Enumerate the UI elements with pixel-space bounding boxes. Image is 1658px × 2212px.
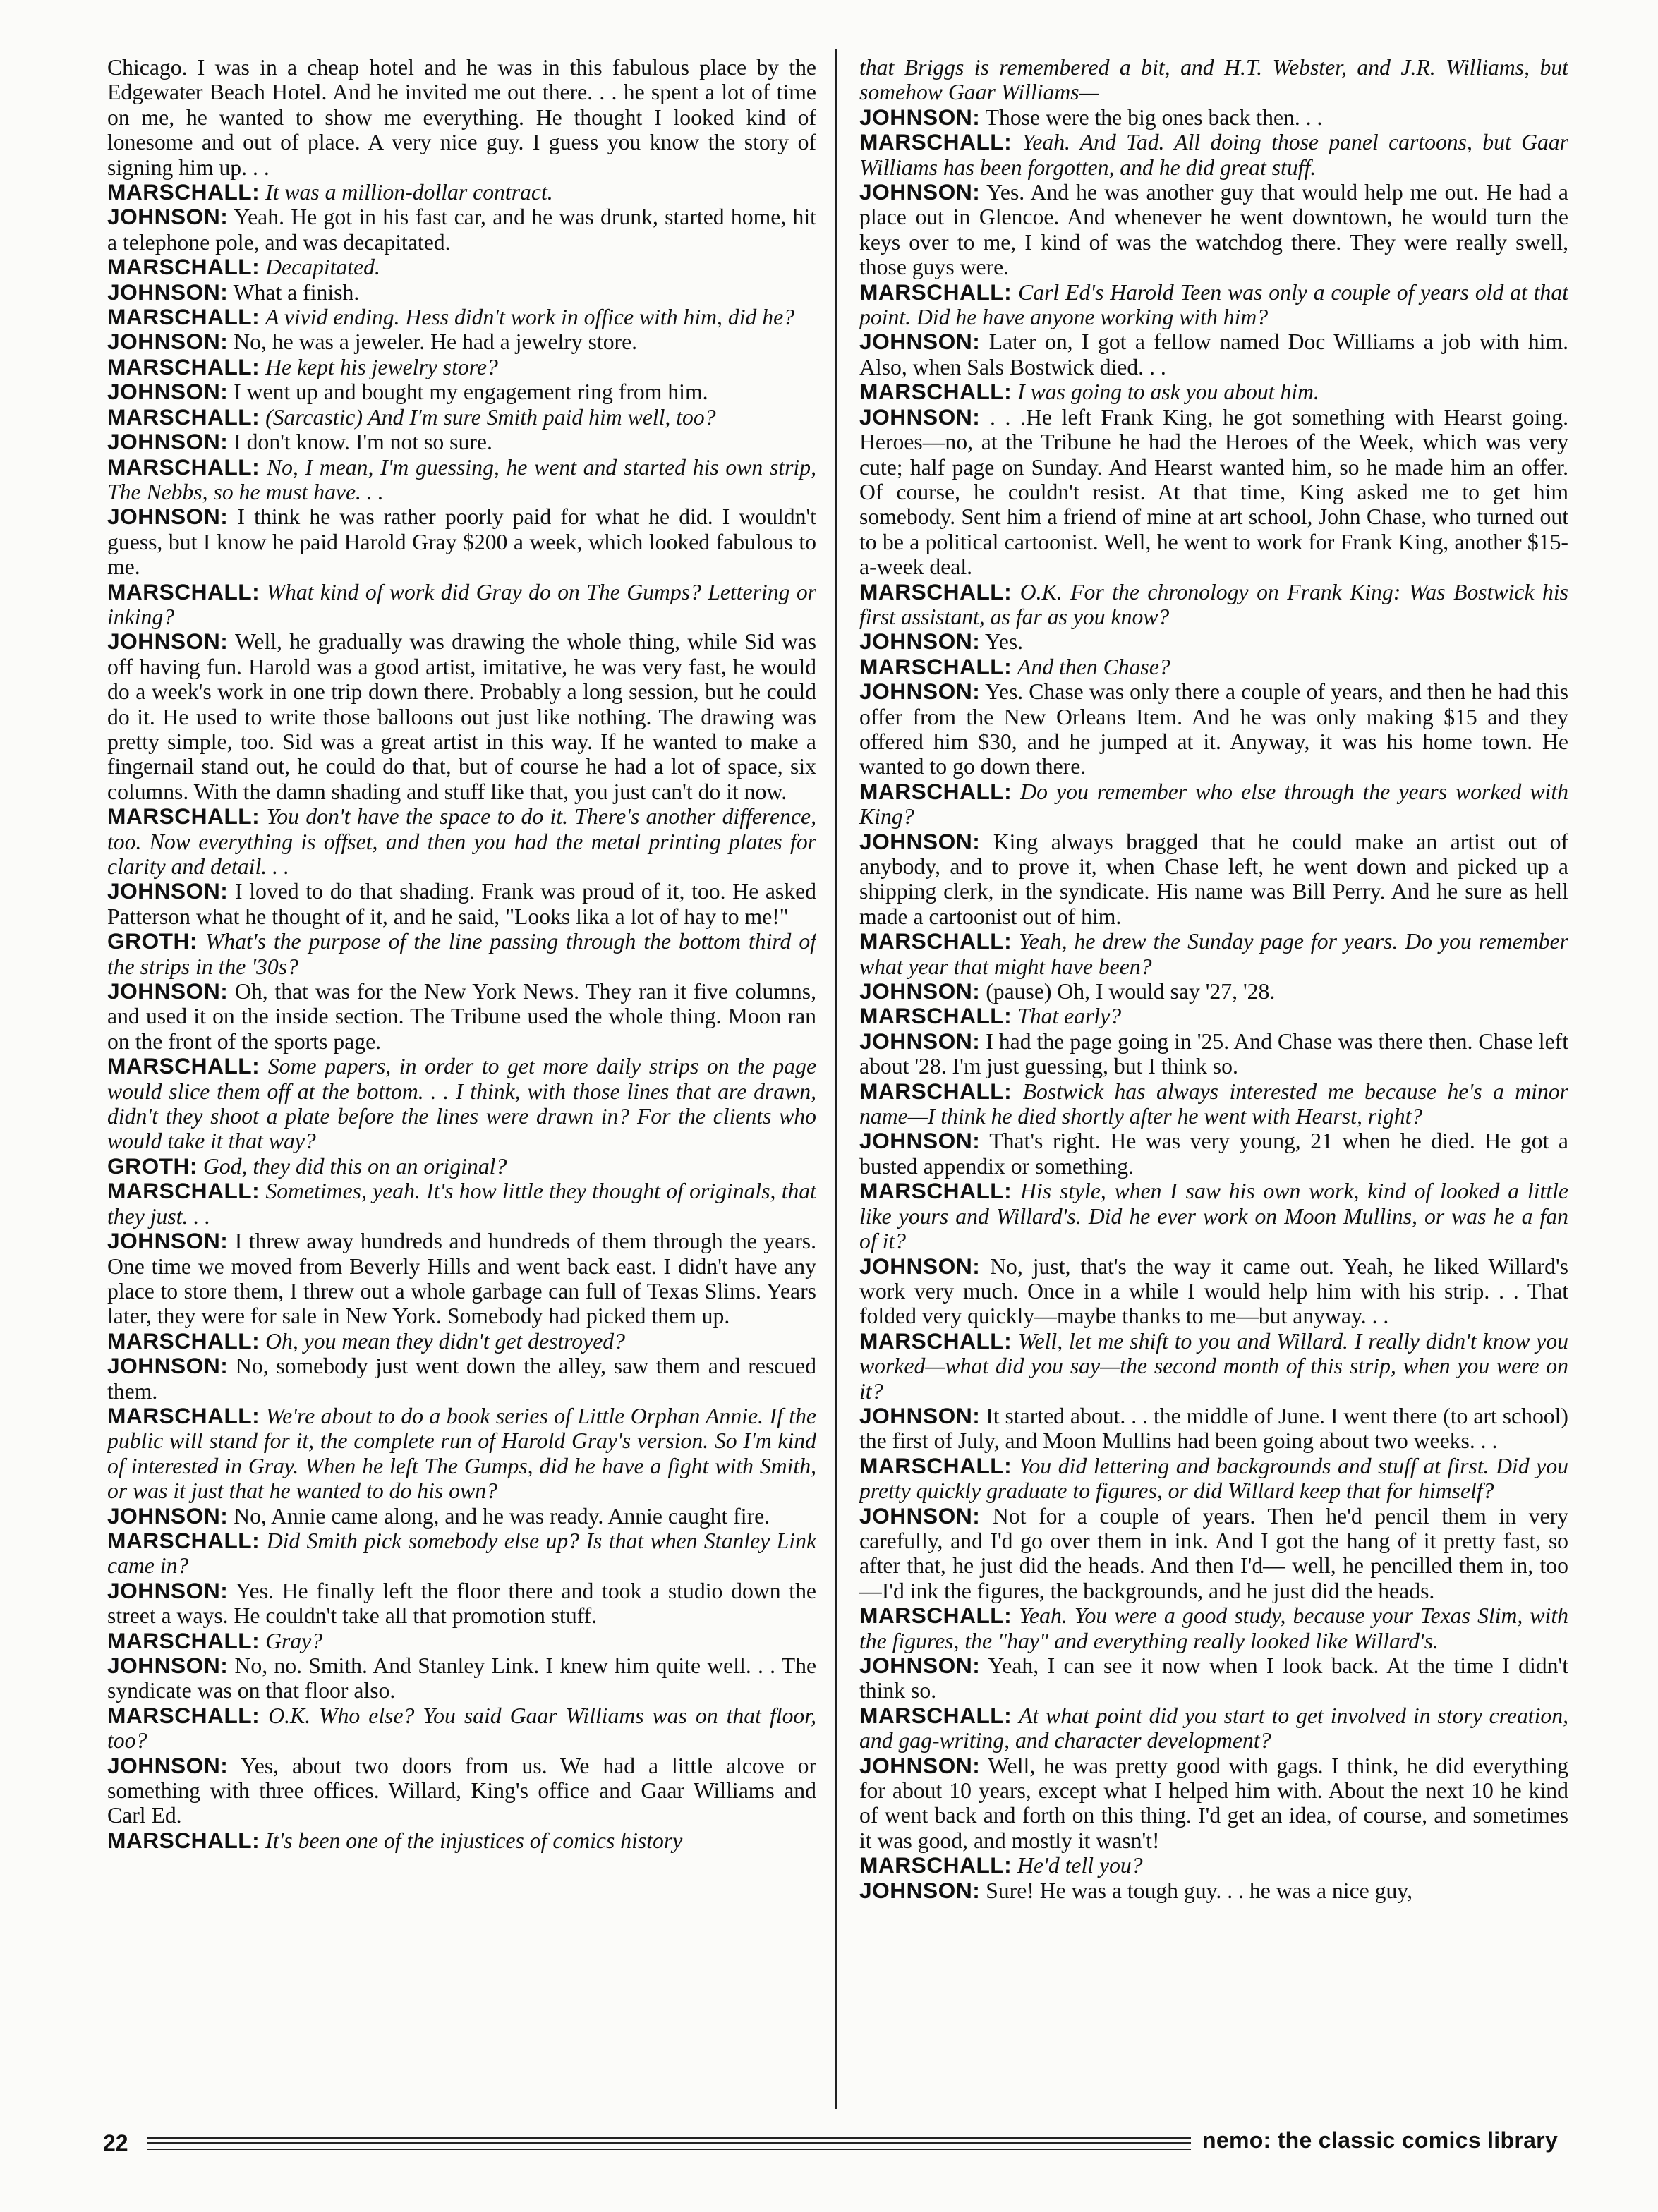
paragraph-text: I threw away hundreds and hundreds of them through the years. One time we moved from Beverly Hills and went back east. I didn't have any place to store them, I threw out a whole garbage can full of Texas Slims. Years later, they were for sale in New York. Somebody had picked them up. — [107, 1229, 816, 1329]
paragraph-text: I loved to do that shading. Frank was proud of it, too. He asked Patterson what he thought of it, and he said, "Looks lika a lot of hay to me!" — [107, 879, 816, 929]
interview-paragraph — [859, 830, 1568, 930]
paragraph-text: Carl Ed's Harold Teen was only a couple of years old at that point. Did he have anyone working with him? — [859, 279, 1568, 330]
speaker-label: JOHNSON: — [107, 1653, 229, 1678]
interview-paragraph — [859, 130, 1568, 180]
paragraph-text: Yes. — [985, 629, 1024, 655]
speaker-label: JOHNSON: — [859, 104, 981, 130]
speaker-label: MARSCHALL: — [107, 179, 260, 205]
paragraph-text: It was a million-dollar contract. — [265, 180, 553, 205]
interview-paragraph — [107, 1179, 816, 1229]
paragraph-text: Yeah. And Tad. All doing those panel cartoons, but Gaar Williams has been forgotten, and he did great stuff. — [859, 130, 1568, 180]
paragraph-text: That's right. He was very young, 21 when he died. He got a busted appendix or something. — [859, 1129, 1568, 1179]
speaker-label: JOHNSON: — [859, 1402, 981, 1428]
speaker-label: MARSCHALL: — [859, 1702, 1012, 1728]
speaker-label: JOHNSON: — [859, 1752, 981, 1778]
paragraph-text: No, Annie came along, and he was ready. Annie caught fire. — [234, 1503, 770, 1529]
speaker-label: JOHNSON: — [859, 179, 981, 205]
paragraph-text: Well, he gradually was drawing the whole thing, while Sid was off having fun. Harold was a good artist, imitative, he was very fast, he would do a week's work in one trip down there. Probably a long session, but he could do it. He used to write those balloons out just like nothing. The drawing was pretty simple, too. Sid was a great artist in this way. If he wanted to make a fingernail stand out, he could do that, but of course he had a lot of space, six columns. With the damn shading and stuff like that, you just can't do it now. — [107, 629, 816, 804]
paragraph-text: King always bragged that he could make an artist out of anybody, and to prove it, when Chase left, he went down and picked up a shipping clerk, in the syndicate. His name was Bill Perry. And he sure as hell made a cartoonist out of him. — [859, 829, 1568, 929]
speaker-label: JOHNSON: — [107, 1577, 229, 1603]
paragraph-text: Oh, that was for the New York News. They ran it five columns, and used it on the inside section. The Tribune used the whole thing. Moon ran on the front of the sports page. — [107, 979, 816, 1054]
interview-paragraph — [107, 1404, 816, 1504]
interview-paragraph — [107, 355, 816, 379]
interview-paragraph — [859, 580, 1568, 630]
paragraph-text: Chicago. I was in a cheap hotel and he was in this fabulous place by the Edgewater Beach Hotel. And he invited me out there. . . he spent a lot of time on me, he wanted to show me everything. He thought I looked kind of lonesome and out of place. A very nice guy. I guess you know the story of signing him up. . . — [107, 55, 816, 180]
speaker-label: JOHNSON: — [107, 1752, 229, 1778]
speaker-label: JOHNSON: — [859, 978, 981, 1004]
paragraph-text: Did Smith pick somebody else up? Is that when Stanley Link came in? — [107, 1528, 816, 1579]
interview-paragraph — [859, 929, 1568, 979]
interview-paragraph — [859, 1454, 1568, 1504]
speaker-label: JOHNSON: — [107, 504, 229, 530]
paragraph-text: What's the purpose of the line passing through the bottom third of the strips in the '30s? — [107, 929, 816, 979]
interview-paragraph — [859, 1754, 1568, 1854]
paragraph-text: Sometimes, yeah. It's how little they thought of originals, that they just. . . — [107, 1179, 816, 1229]
speaker-label: JOHNSON: — [859, 628, 981, 655]
paragraph-text: Yes, about two doors from us. We had a little alcove or something with three offices. Willard, King's office and Gaar Williams and Carl Ed. — [107, 1753, 816, 1828]
speaker-label: JOHNSON: — [107, 1502, 229, 1529]
paragraph-text: No, I mean, I'm guessing, he went and started his own strip, The Nebbs, so he must have. . . — [107, 454, 816, 504]
interview-paragraph — [107, 55, 816, 180]
speaker-label: MARSCHALL: — [859, 778, 1012, 804]
paragraph-text: (pause) Oh, I would say '27, '28. — [986, 979, 1276, 1004]
speaker-label: JOHNSON: — [859, 1502, 981, 1529]
interview-paragraph — [107, 180, 816, 205]
paragraph-text: I was going to ask you about him. — [1017, 379, 1319, 405]
interview-paragraph — [859, 779, 1568, 830]
speaker-label: MARSCHALL: — [107, 1627, 260, 1653]
interview-paragraph — [107, 929, 816, 979]
paragraph-text: Bostwick has always interested me because he's a minor name—I think he died shortly after he went with Hearst, right? — [859, 1078, 1568, 1129]
interview-paragraph — [859, 1504, 1568, 1604]
paragraph-text: I think he was rather poorly paid for what he did. I wouldn't guess, but I know he paid Harold Gray $200 a week, which looked fabulous to me. — [107, 504, 816, 580]
speaker-label: MARSCHALL: — [107, 1702, 260, 1728]
speaker-label: JOHNSON: — [107, 379, 229, 405]
paragraph-text: His style, when I saw his own work, kind of looked a little like yours and Willard's. Did he ever work on Moon Mullins, or was he a fan of it? — [859, 1179, 1568, 1254]
interview-paragraph — [107, 430, 816, 454]
interview-paragraph — [107, 1529, 816, 1579]
interview-paragraph — [107, 580, 816, 630]
interview-paragraph — [859, 1703, 1568, 1754]
paragraph-text: Not for a couple of years. Then he'd pencil them in very carefully, and I'd go over them in ink. And I got the hang of it pretty fast, so after that, he just did the heads. And then I'd— well, he pencilled them in, too—I'd ink the figures, the backgrounds, and he just did the heads. — [859, 1503, 1568, 1603]
speaker-label: GROTH: — [107, 928, 198, 954]
paragraph-text: Yeah, I can see it now when I look back. At the time I didn't think so. — [859, 1653, 1568, 1703]
speaker-label: MARSCHALL: — [859, 928, 1012, 954]
paragraph-text: Some papers, in order to get more daily strips on the page would slice them off at the bottom. . . I think, with those lines that are drawn, didn't they shoot a plate before the lines were drawn in? For the clients who would take it that way? — [107, 1054, 816, 1154]
interview-paragraph — [107, 1504, 816, 1529]
paragraph-text: You did lettering and backgrounds and stuff at first. Did you pretty quickly graduate to figures, or did Willard keep that for himself? — [859, 1453, 1568, 1504]
paragraph-text: He'd tell you? — [1017, 1853, 1143, 1878]
speaker-label: JOHNSON: — [107, 329, 229, 355]
paragraph-text: At what point did you start to get involved in story creation, and gag-writing, and character development? — [859, 1703, 1568, 1754]
interview-paragraph — [859, 1853, 1568, 1878]
speaker-label: JOHNSON: — [859, 403, 981, 430]
speaker-label: MARSCHALL: — [107, 1053, 260, 1079]
speaker-label: JOHNSON: — [859, 1128, 981, 1154]
speaker-label: MARSCHALL: — [859, 653, 1012, 679]
paragraph-text: No, somebody just went down the alley, saw them and rescued them. — [107, 1354, 816, 1404]
right-column — [859, 55, 1568, 2101]
speaker-label: MARSCHALL: — [107, 1402, 260, 1428]
footer-rule — [147, 2137, 1191, 2150]
speaker-label: JOHNSON: — [107, 279, 229, 305]
speaker-label: MARSCHALL: — [859, 379, 1012, 405]
speaker-label: MARSCHALL: — [859, 578, 1012, 604]
paragraph-text: Well, he was pretty good with gags. I think, he did everything for about 10 years, except what I helped him with. About the next 10 he kind of went back and forth on this thing. I'd get an idea, of course, and sometimes it was good, and mostly it wasn't! — [859, 1753, 1568, 1853]
speaker-label: MARSCHALL: — [107, 803, 260, 830]
paragraph-text: Yeah. You were a good study, because your Texas Slim, with the figures, the "hay" and everything really looked like Willard's. — [859, 1603, 1568, 1653]
interview-paragraph — [107, 1754, 816, 1828]
interview-paragraph — [859, 979, 1568, 1004]
interview-paragraph — [107, 979, 816, 1054]
paragraph-text: Well, let me shift to you and Willard. I really didn't know you worked—what did you say—the second month of this strip, when you were on it? — [859, 1328, 1568, 1404]
interview-paragraph — [107, 255, 816, 279]
paragraph-text: He kept his jewelry store? — [265, 354, 498, 379]
paragraph-text: Yes. And he was another guy that would help me out. He had a place out in Glencoe. And whenever he went downtown, he would turn the keys over to me, I kind of was the watchdog there. They were really swell, those guys were. — [859, 180, 1568, 280]
paragraph-text: Oh, you mean they didn't get destroyed? — [265, 1328, 625, 1354]
speaker-label: MARSCHALL: — [859, 1078, 1012, 1104]
speaker-label: JOHNSON: — [859, 679, 981, 705]
speaker-label: MARSCHALL: — [859, 1003, 1012, 1029]
interview-paragraph — [859, 280, 1568, 330]
interview-paragraph — [107, 629, 816, 804]
interview-paragraph — [107, 405, 816, 430]
speaker-label: MARSCHALL: — [107, 1527, 260, 1553]
speaker-label: MARSCHALL: — [859, 1852, 1012, 1878]
speaker-label: MARSCHALL: — [107, 304, 260, 330]
paragraph-text: What kind of work did Gray do on The Gumps? Lettering or inking? — [107, 579, 816, 629]
speaker-label: MARSCHALL: — [859, 1327, 1012, 1354]
speaker-label: MARSCHALL: — [107, 578, 260, 604]
interview-paragraph — [107, 1828, 816, 1853]
interview-paragraph — [107, 1054, 816, 1154]
interview-paragraph — [859, 1603, 1568, 1653]
speaker-label: JOHNSON: — [107, 1228, 229, 1254]
paragraph-text: Yes. He finally left the floor there and took a studio down the street a ways. He couldn't take all that promotion stuff. — [107, 1578, 816, 1629]
paragraph-text: Gray? — [265, 1628, 323, 1653]
page-number: 22 — [103, 2130, 128, 2156]
interview-paragraph — [107, 329, 816, 354]
interview-paragraph — [859, 629, 1568, 654]
interview-paragraph — [859, 55, 1568, 105]
paragraph-text: O.K. Who else? You said Gaar Williams was on that floor, too? — [107, 1703, 816, 1754]
speaker-label: JOHNSON: — [859, 1028, 981, 1054]
paragraph-text: Yeah. He got in his fast car, and he was drunk, started home, hit a telephone pole, and was decapitated. — [107, 205, 816, 255]
interview-paragraph — [859, 180, 1568, 280]
interview-paragraph — [107, 1579, 816, 1629]
speaker-label: JOHNSON: — [107, 204, 229, 230]
interview-paragraph — [107, 1354, 816, 1404]
interview-paragraph — [107, 1329, 816, 1354]
paragraph-text: That early? — [1017, 1004, 1122, 1029]
interview-paragraph — [859, 379, 1568, 404]
paragraph-text: Decapitated. — [265, 255, 380, 280]
paragraph-text: I don't know. I'm not so sure. — [234, 430, 492, 455]
left-column — [107, 55, 816, 2101]
paragraph-text: It's been one of the injustices of comics history — [265, 1828, 683, 1853]
speaker-label: JOHNSON: — [107, 978, 229, 1004]
interview-paragraph — [107, 1703, 816, 1754]
speaker-label: JOHNSON: — [859, 329, 981, 355]
interview-paragraph — [859, 1004, 1568, 1028]
interview-paragraph — [859, 1029, 1568, 1079]
interview-paragraph — [859, 655, 1568, 679]
column-divider-rule — [835, 49, 837, 2109]
interview-paragraph — [107, 1629, 816, 1653]
speaker-label: JOHNSON: — [859, 1653, 981, 1678]
interview-paragraph — [107, 804, 816, 879]
interview-paragraph — [107, 504, 816, 579]
speaker-label: JOHNSON: — [859, 828, 981, 854]
paragraph-text: (Sarcastic) And I'm sure Smith paid him well, too? — [265, 404, 716, 430]
speaker-label: MARSCHALL: — [859, 1603, 1012, 1629]
paragraph-text: We're about to do a book series of Little Orphan Annie. If the public will stand for it, the complete run of Harold Gray's version. So I'm kind of interested in Gray. When he left The Gumps, did he have a fight with Smith, or was it just that he wanted to do his own? — [107, 1403, 816, 1504]
paragraph-text: Yes. Chase was only there a couple of years, and then he had this offer from the New Orleans Item. And he was only making $15 and they offered him $30, and he jumped at it. Anyway, it was his home town. He wanted to go down there. — [859, 679, 1568, 779]
speaker-label: MARSCHALL: — [107, 1327, 260, 1354]
interview-paragraph — [859, 679, 1568, 779]
speaker-label: MARSCHALL: — [859, 1178, 1012, 1204]
speaker-label: JOHNSON: — [859, 1877, 981, 1903]
paragraph-text: that Briggs is remembered a bit, and H.T. Webster, and J.R. Williams, but somehow Gaar Williams— — [859, 55, 1568, 105]
paragraph-text: Sure! He was a tough guy. . . he was a nice guy, — [986, 1878, 1413, 1903]
interview-paragraph — [107, 1653, 816, 1703]
speaker-label: JOHNSON: — [107, 878, 229, 904]
paragraph-text: God, they did this on an original? — [202, 1153, 507, 1179]
interview-paragraph — [107, 1229, 816, 1329]
speaker-label: JOHNSON: — [107, 628, 229, 655]
paragraph-text: It started about. . . the middle of June. I went there (to art school) the first of July, and Moon Mullins had been going about two weeks. . . — [859, 1403, 1568, 1454]
speaker-label: JOHNSON: — [859, 1253, 981, 1279]
paragraph-text: No, he was a jeweler. He had a jewelry store. — [234, 329, 638, 355]
speaker-label: MARSCHALL: — [859, 279, 1012, 305]
interview-paragraph — [859, 1079, 1568, 1129]
paragraph-text: No, no. Smith. And Stanley Link. I knew him quite well. . . The syndicate was on that floor also. — [107, 1653, 816, 1703]
interview-paragraph — [859, 1129, 1568, 1179]
speaker-label: MARSCHALL: — [107, 353, 260, 379]
paragraph-text: . . .He left Frank King, he got something with Hearst going. Heroes—no, at the Tribune he had the Heroes of the Week, which was very cute; half page on Sunday. And Hearst wanted him, so he made him an offer. Of course, he couldn't resist. At that time, King asked me to get him somebody. Sent him a friend of mine at art school, John Chase, who turned out to be a political cartoonist. Well, he went to work for Frank King, another $15-a-week deal. — [859, 404, 1568, 580]
paragraph-text: I had the page going in '25. And Chase was there then. Chase left about '28. I'm just guessing, but I think so. — [859, 1028, 1568, 1079]
paragraph-text: Do you remember who else through the years worked with King? — [859, 779, 1568, 830]
publication-title: nemo: the classic comics library — [1202, 2127, 1559, 2153]
paragraph-text: Later on, I got a fellow named Doc Williams a job with him. Also, when Sals Bostwick died. . . — [859, 329, 1568, 379]
interview-paragraph — [859, 1404, 1568, 1454]
interview-paragraph — [859, 105, 1568, 130]
paragraph-text: Those were the big ones back then. . . — [985, 104, 1323, 130]
interview-paragraph — [859, 1254, 1568, 1329]
interview-paragraph — [107, 379, 816, 404]
interview-paragraph — [107, 455, 816, 505]
speaker-label: MARSCHALL: — [107, 1178, 260, 1204]
page-footer — [0, 2123, 1658, 2165]
speaker-label: MARSCHALL: — [859, 1452, 1012, 1478]
speaker-label: MARSCHALL: — [107, 454, 260, 480]
paragraph-text: A vivid ending. Hess didn't work in office with him, did he? — [265, 305, 795, 330]
interview-paragraph — [859, 1653, 1568, 1703]
paragraph-text: I went up and bought my engagement ring from him. — [234, 379, 708, 405]
paragraph-text: And then Chase? — [1017, 654, 1170, 679]
speaker-label: JOHNSON: — [107, 1353, 229, 1379]
interview-paragraph — [107, 280, 816, 305]
interview-paragraph — [107, 205, 816, 255]
paragraph-text: O.K. For the chronology on Frank King: Was Bostwick his first assistant, as far as you know? — [859, 579, 1568, 629]
interview-paragraph — [859, 329, 1568, 379]
interview-paragraph — [859, 405, 1568, 580]
paragraph-text: Yeah, he drew the Sunday page for years. Do you remember what year that might have been? — [859, 929, 1568, 979]
interview-paragraph — [859, 1179, 1568, 1253]
interview-paragraph — [859, 1878, 1568, 1903]
interview-paragraph — [859, 1329, 1568, 1404]
interview-paragraph — [107, 1154, 816, 1179]
speaker-label: JOHNSON: — [107, 429, 229, 455]
paragraph-text: No, just, that's the way it came out. Yeah, he liked Willard's work very much. Once in a while I would help him with his strip. . . That folded very quickly—maybe thanks to me—but anyway. . . — [859, 1253, 1568, 1329]
speaker-label: MARSCHALL: — [107, 1827, 260, 1853]
paragraph-text: What a finish. — [233, 279, 360, 305]
speaker-label: MARSCHALL: — [859, 129, 1012, 155]
interview-paragraph — [107, 879, 816, 929]
speaker-label: MARSCHALL: — [107, 403, 260, 430]
interview-paragraph — [107, 305, 816, 329]
speaker-label: MARSCHALL: — [107, 254, 260, 280]
paragraph-text: You don't have the space to do it. There's another difference, too. Now everything is offset, and then you had the metal printing plates for clarity and detail. . . — [107, 804, 816, 879]
speaker-label: GROTH: — [107, 1153, 198, 1179]
